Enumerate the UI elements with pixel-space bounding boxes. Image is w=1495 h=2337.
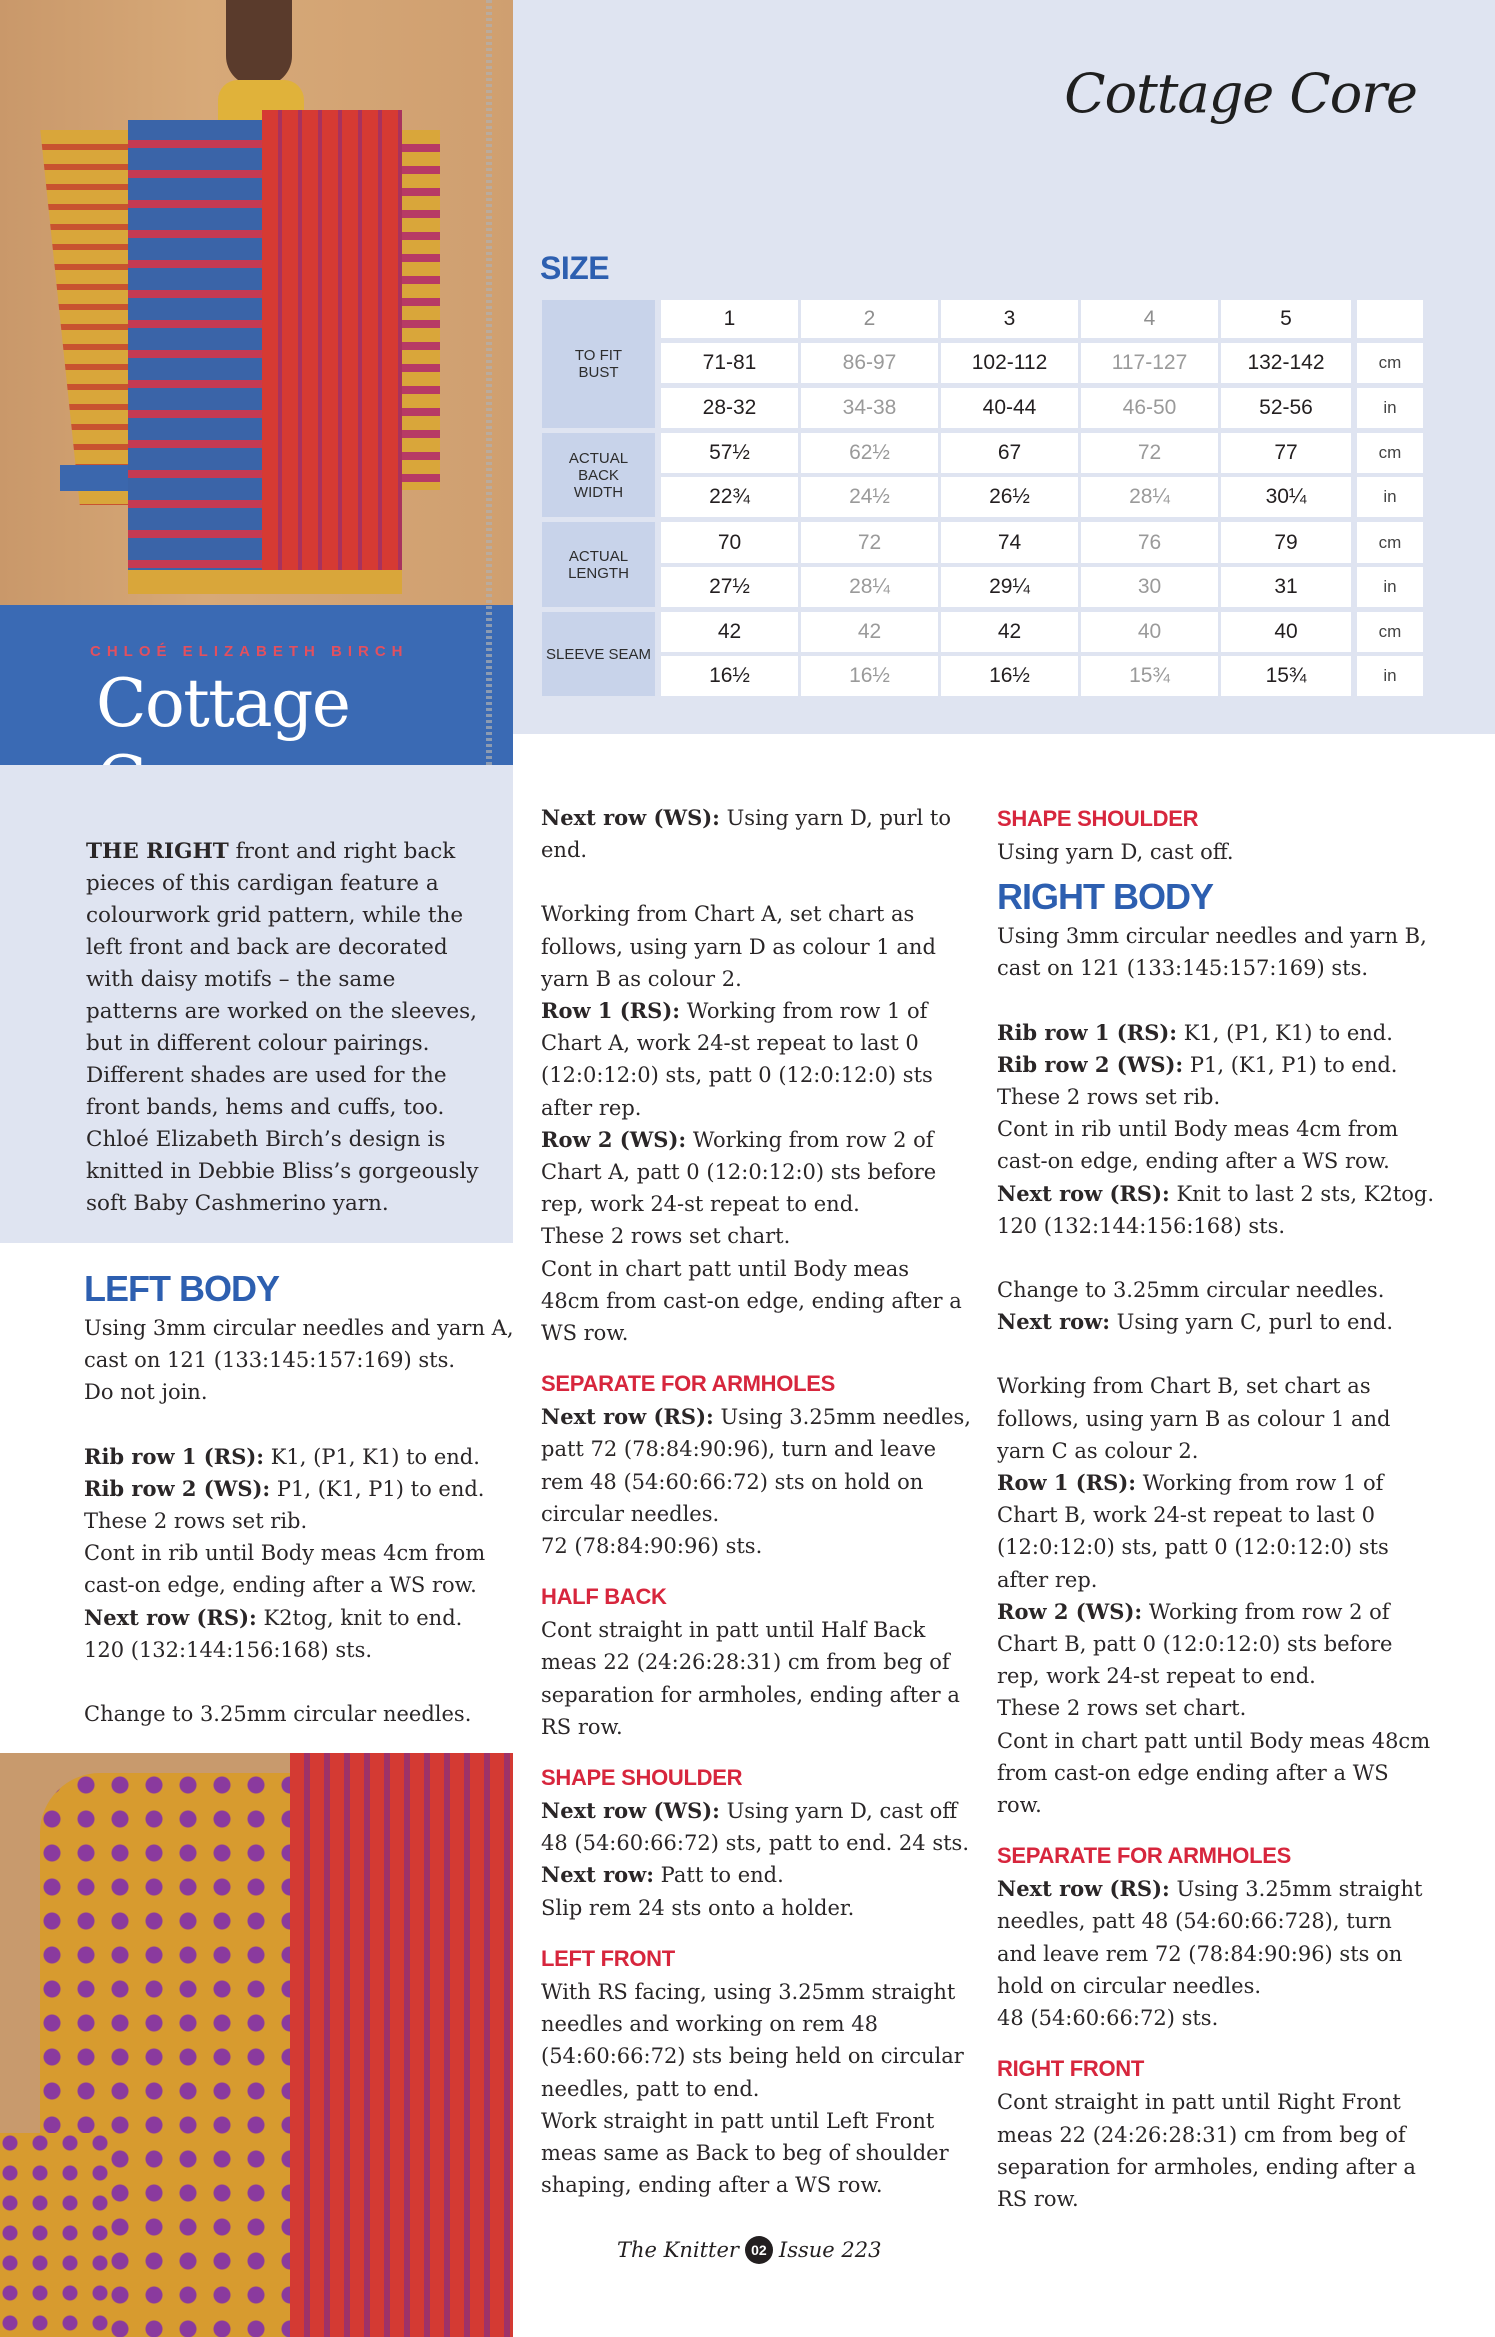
col2-row-1: Row 1 (RS): Working from row 1 of Chart A, work 24-st repeat to last 0 (12:0:12:0) sts, patt 0 (12:0:12:0) sts after rep. (541, 998, 933, 1120)
bust-in-5: 52-56 (1221, 388, 1351, 428)
footer (617, 2236, 881, 2264)
sleeve-cm-unit: cm (1357, 612, 1423, 652)
intro-text (86, 836, 486, 1220)
col2-next-row-ws: Next row (WS): Using yarn D, purl to end. (541, 805, 951, 863)
back-cm-1: 57½ (661, 433, 798, 473)
cardigan-photo-sleeve (0, 1753, 513, 2337)
length-in-5: 31 (1221, 567, 1351, 607)
col3-row-1: Row 1 (RS): Working from row 1 of Chart B, work 24-st repeat to last 0 (12:0:12:0) sts, patt 0 (12:0:12:0) sts after rep. (997, 1470, 1389, 1592)
col2-row-2: Row 2 (WS): Working from row 2 of Chart A, patt 0 (12:0:12:0) sts before rep, work 24-st repeat to end. (541, 1126, 937, 1217)
back-in-unit: in (1357, 477, 1423, 517)
col3-next-row-2: Next row: Using yarn C, purl to end. (997, 1309, 1394, 1335)
size-col-3: 3 (941, 300, 1078, 338)
length-cm-2: 72 (801, 522, 938, 563)
back-cm-unit: cm (1357, 433, 1423, 473)
length-cm-3: 74 (941, 522, 1078, 563)
body-instructions-column (541, 802, 971, 2201)
col2-left-front-text-2: Work straight in patt until Left Front meas same as Back to beg of shoulder shaping, ending after a WS row. (541, 2108, 949, 2198)
sleeve-in-2: 16½ (801, 656, 938, 696)
footer-magazine: The Knitter (617, 2238, 739, 2262)
col3-cast-off: Using yarn D, cast off. (997, 840, 1234, 864)
col2-cont-chart: Cont in chart patt until Body meas 48cm from cast-on edge, ending after a WS row. (541, 1256, 962, 1346)
designer-name: CHLOÉ ELIZABETH BIRCH (90, 643, 409, 660)
left-body-set-rib: These 2 rows set rib. (84, 1509, 308, 1534)
size-col-unit (1357, 300, 1423, 338)
cardigan-photo-back (0, 0, 513, 605)
col3-next-row: Next row (RS): Knit to last 2 sts, K2tog. (997, 1180, 1435, 1206)
col3-change-needles: Change to 3.25mm circular needles. (997, 1278, 1385, 1303)
head-shape (226, 0, 292, 86)
label-actual-length: ACTUAL LENGTH (542, 522, 655, 607)
length-in-2: 28¼ (801, 567, 938, 607)
col2-slip-rem: Slip rem 24 sts onto a holder. (541, 1895, 855, 1920)
back-in-4: 28¼ (1081, 477, 1218, 517)
bust-cm-unit: cm (1357, 343, 1423, 383)
shape-shoulder-heading: SHAPE SHOULDER (541, 1765, 743, 1791)
intro-lead: THE RIGHT (86, 839, 229, 864)
back-cm-3: 67 (941, 433, 1078, 473)
hero-title: Cottage (96, 665, 350, 742)
bust-in-3: 40-44 (941, 388, 1078, 428)
length-in-4: 30 (1081, 567, 1218, 607)
body-stripe-panel (290, 1753, 513, 2337)
sleeve-in-1: 16½ (661, 656, 798, 696)
col2-set-chart: These 2 rows set chart. (541, 1224, 791, 1249)
left-body-next-row: Next row (RS): K2tog, knit to end. (84, 1604, 463, 1630)
bust-in-2: 34-38 (801, 388, 938, 428)
bust-cm-3: 102-112 (941, 343, 1078, 383)
col3-cont-rib: Cont in rib until Body meas 4cm from cast-on edge, ending after a WS row. (997, 1117, 1399, 1174)
left-body-section (84, 1266, 514, 1730)
sleeve-in-4: 15¾ (1081, 656, 1218, 696)
sleeve-cm-1: 42 (661, 612, 798, 652)
sleeve-cm-4: 40 (1081, 612, 1218, 652)
col3-rib1: Rib row 1 (RS): K1, (P1, K1) to end. (997, 1019, 1393, 1045)
col3-shape-shoulder-heading: SHAPE SHOULDER (997, 806, 1199, 831)
sleeve-in-unit: in (1357, 656, 1423, 696)
length-in-3: 29¼ (941, 567, 1078, 607)
bust-cm-4: 117-127 (1081, 343, 1218, 383)
cuff-panel (0, 2133, 110, 2337)
col2-sep-count: 72 (78:84:90:96) sts. (541, 1534, 763, 1559)
right-body-column (997, 802, 1437, 2215)
sleeve-cm-3: 42 (941, 612, 1078, 652)
col3-row-2: Row 2 (WS): Working from row 2 of Chart B, patt 0 (12:0:12:0) sts before rep, work 24-st repeat to end. (997, 1598, 1393, 1689)
left-body-count: 120 (132:144:156:168) sts. (84, 1637, 373, 1662)
length-in-unit: in (1357, 567, 1423, 607)
page-title: Cottage Core (1064, 62, 1417, 125)
left-body-cont-rib: Cont in rib until Body meas 4cm from cast-on edge, ending after a WS row. (84, 1541, 486, 1598)
back-in-1: 22¾ (661, 477, 798, 517)
left-body-do-not-join: Do not join. (84, 1380, 208, 1405)
size-heading: SIZE (540, 250, 610, 286)
sleeve-in-5: 15¾ (1221, 656, 1351, 696)
length-cm-4: 76 (1081, 522, 1218, 563)
left-body-rib2: Rib row 2 (WS): P1, (K1, P1) to end. (84, 1475, 485, 1501)
back-cm-5: 77 (1221, 433, 1351, 473)
left-body-cast-on: Using 3mm circular needles and yarn A, cast on 121 (133:145:157:169) sts. (84, 1316, 514, 1373)
sleeve-right (400, 130, 440, 490)
footer-issue: Issue 223 (778, 2238, 882, 2262)
label-to-fit-bust: TO FIT BUST (542, 300, 655, 428)
col2-half-back-text: Cont straight in patt until Half Back meas 22 (24:26:28:31) cm from beg of separation for armholes, ending after a RS row. (541, 1618, 960, 1739)
sleeve-in-3: 16½ (941, 656, 1078, 696)
back-cm-2: 62½ (801, 433, 938, 473)
size-col-4: 4 (1081, 300, 1218, 338)
hem-band (128, 570, 402, 594)
left-body-heading: LEFT BODY (84, 1268, 279, 1309)
bust-in-4: 46-50 (1081, 388, 1218, 428)
length-in-1: 27½ (661, 567, 798, 607)
intro-body: front and right back pieces of this cardigan feature a colourwork grid pattern, while the left front and back are decorated with daisy motifs – the same patterns are worked on the sleeves, but in different colour pairings. Different shades are used for the front bands, hems and cuffs, too. Chloé Elizabeth Birch’s design is knitted in Debbie Bliss’s gorgeously soft Baby Cashmerino yarn. (86, 839, 479, 1216)
col3-chart-setup: Working from Chart B, set chart as follows, using yarn B as colour 1 and yarn C as colour 2. (997, 1374, 1391, 1463)
col3-separate-armholes-heading: SEPARATE FOR ARMHOLES (997, 1843, 1291, 1869)
size-col-2: 2 (801, 300, 938, 338)
back-in-5: 30¼ (1221, 477, 1351, 517)
hero-band (0, 605, 513, 765)
separate-armholes-heading: SEPARATE FOR ARMHOLES (541, 1371, 835, 1397)
right-body-heading: RIGHT BODY (997, 876, 1214, 918)
length-cm-5: 79 (1221, 522, 1351, 563)
sleeve-cm-2: 42 (801, 612, 938, 652)
length-cm-1: 70 (661, 522, 798, 563)
size-col-1: 1 (661, 300, 798, 338)
back-in-3: 26½ (941, 477, 1078, 517)
col2-chart-setup: Working from Chart A, set chart as follows, using yarn D as colour 1 and yarn B as colour 2. (541, 902, 936, 991)
col3-cont-chart: Cont in chart patt until Body meas 48cm from cast-on edge ending after a WS row. (997, 1728, 1431, 1818)
col2-left-front-text: With RS facing, using 3.25mm straight needles and working on rem 48 (54:60:66:72) sts being held on circular needles, patt to end. (541, 1979, 964, 2101)
col3-rib2: Rib row 2 (WS): P1, (K1, P1) to end. (997, 1051, 1398, 1077)
col3-set-chart: These 2 rows set chart. (997, 1696, 1247, 1721)
length-cm-unit: cm (1357, 522, 1423, 563)
label-sleeve-seam: SLEEVE SEAM (542, 612, 655, 696)
body-left-panel (128, 120, 262, 590)
page-number-badge: 02 (745, 2236, 773, 2264)
back-in-2: 24½ (801, 477, 938, 517)
bust-in-1: 28-32 (661, 388, 798, 428)
bust-cm-2: 86-97 (801, 343, 938, 383)
left-front-heading: LEFT FRONT (541, 1945, 675, 1971)
size-col-5: 5 (1221, 300, 1351, 338)
right-front-heading: RIGHT FRONT (997, 2056, 1145, 2082)
col3-sep-row: Next row (RS): Using 3.25mm straight needles, patt 48 (54:60:66:728), turn and leave rem 72 (78:84:90:96) sts on hold on circular needles. (997, 1876, 1423, 1998)
col3-set-rib: These 2 rows set rib. (997, 1085, 1221, 1110)
sleeve-cm-5: 40 (1221, 612, 1351, 652)
col2-shape-row-2: Next row: Patt to end. (541, 1862, 784, 1888)
half-back-heading: HALF BACK (541, 1584, 667, 1610)
col2-shape-row: Next row (WS): Using yarn D, cast off 48 (54:60:66:72) sts, patt to end. 24 sts. (541, 1798, 969, 1856)
left-body-change-needles: Change to 3.25mm circular needles. (84, 1702, 472, 1727)
col2-sep-row: Next row (RS): Using 3.25mm needles, patt 72 (78:84:90:96), turn and leave rem 48 (54:60:66:72) sts on hold on circular needles. (541, 1404, 971, 1526)
back-cm-4: 72 (1081, 433, 1218, 473)
bust-in-unit: in (1357, 388, 1423, 428)
col3-cast-on: Using 3mm circular needles and yarn B, cast on 121 (133:145:157:169) sts. (997, 924, 1427, 981)
body-right-panel (262, 110, 402, 590)
col3-sep-count: 48 (54:60:66:72) sts. (997, 2006, 1219, 2031)
col3-count: 120 (132:144:156:168) sts. (997, 1213, 1286, 1238)
bust-cm-5: 132-142 (1221, 343, 1351, 383)
bust-cm-1: 71-81 (661, 343, 798, 383)
col3-right-front-text: Cont straight in patt until Right Front meas 22 (24:26:28:31) cm from beg of separation for armholes, ending after a RS row. (997, 2090, 1416, 2211)
label-actual-back-width: ACTUAL BACK WIDTH (542, 433, 655, 517)
perforation-edge (486, 0, 492, 810)
left-body-rib1: Rib row 1 (RS): K1, (P1, K1) to end. (84, 1443, 480, 1469)
